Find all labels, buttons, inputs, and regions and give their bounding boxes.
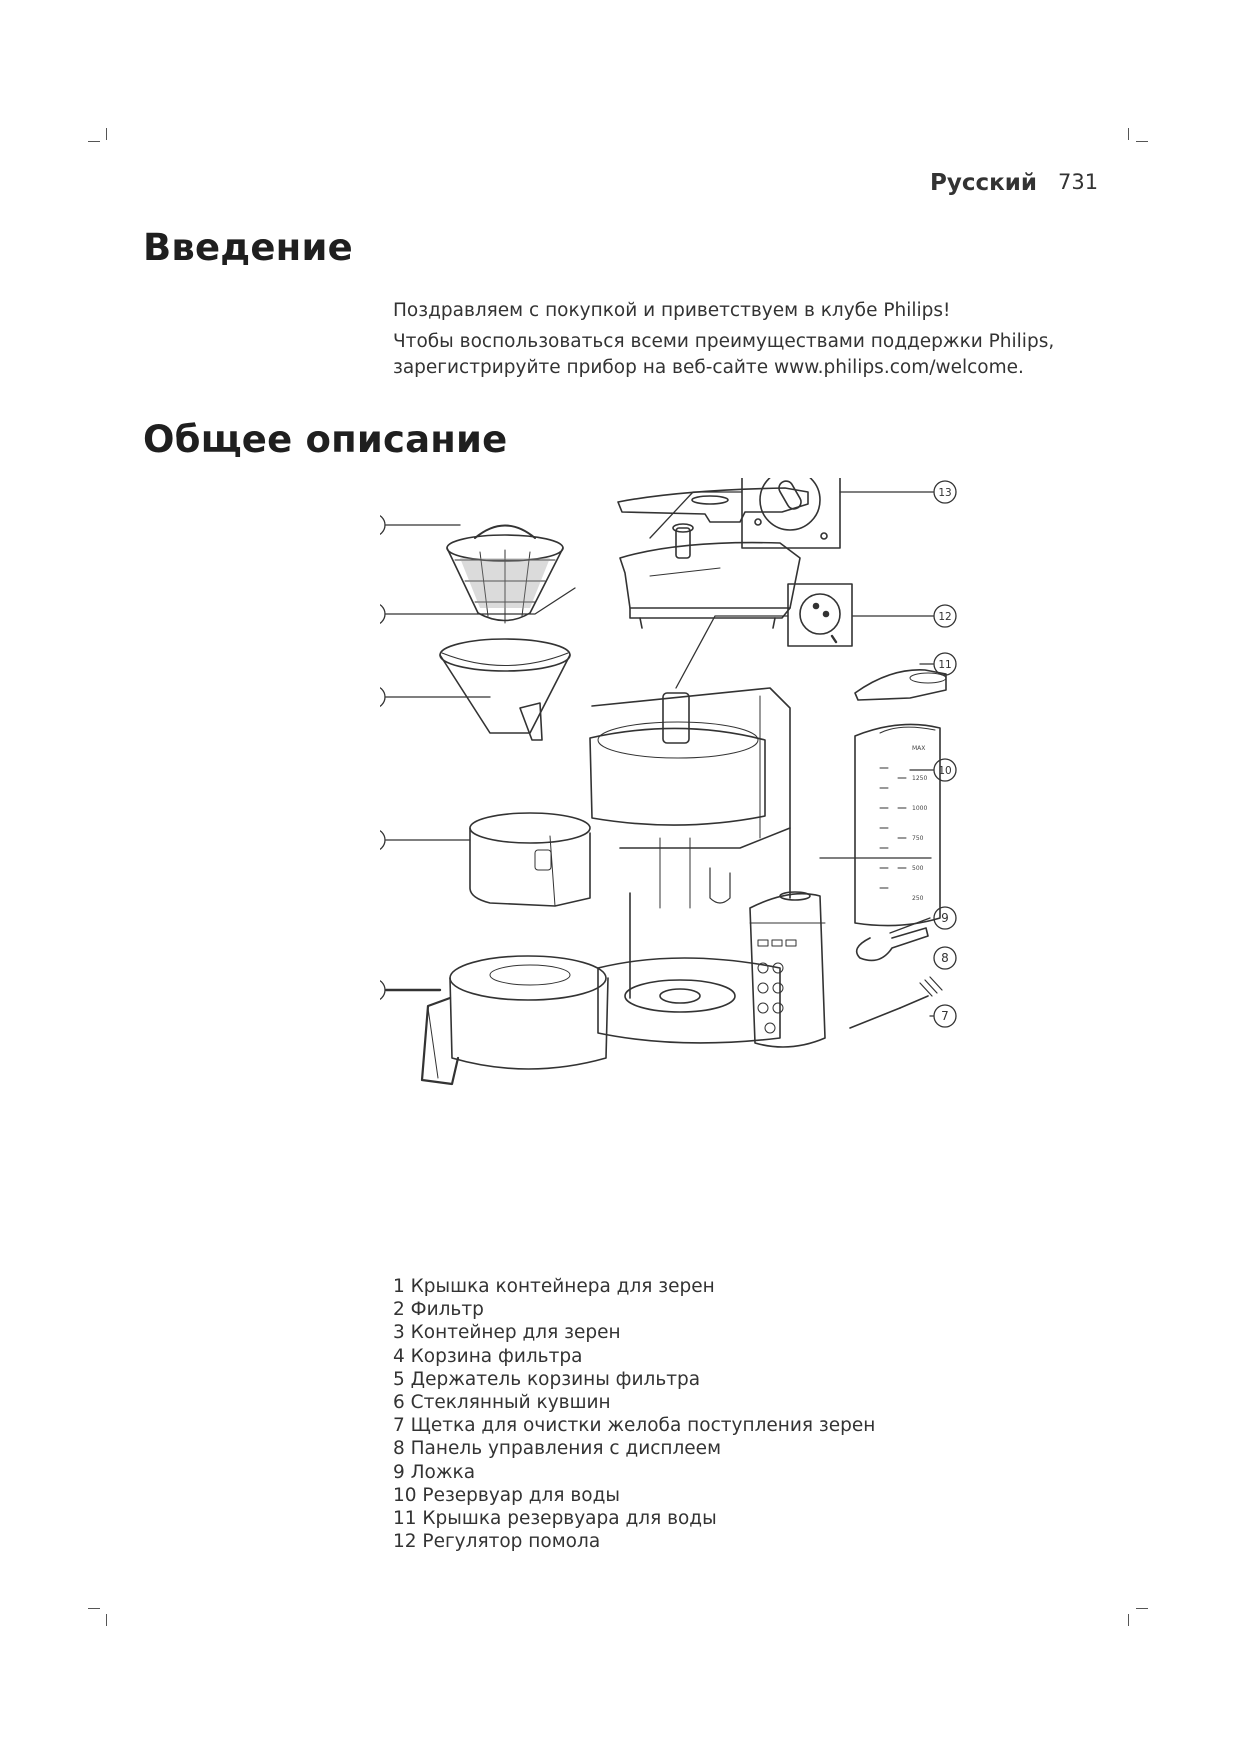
legend-item: 3 Контейнер для зерен [393,1322,621,1344]
legend-item: 5 Держатель корзины фильтра [393,1368,701,1390]
section-title-general-description: Общее описание [143,418,508,461]
brush-illustration [850,977,942,1028]
callout-2 [380,514,385,536]
svg-text:10: 10 [938,765,952,777]
svg-text:12: 12 [938,611,952,623]
svg-text:500: 500 [912,865,924,872]
legend-item: 11 Крышка резервуара для воды [393,1508,717,1530]
filter-basket-holder-illustration [470,813,590,906]
crop-mark-top-right [1128,128,1142,142]
svg-text:9: 9 [941,911,949,925]
page-number: 731 [1058,170,1099,194]
svg-text:MAX: MAX [912,745,926,752]
legend-item: 4 Корзина фильтра [393,1345,583,1367]
glass-jug-illustration [422,956,608,1084]
legend-item: 2 Фильтр [393,1299,484,1321]
water-tank-lid-illustration [855,670,946,700]
callout-6 [380,979,385,1001]
spoon-illustration [857,928,928,960]
legend-item: 1 Крышка контейнера для зерен [393,1276,715,1297]
svg-text:1000: 1000 [912,805,928,812]
bean-container-illustration [620,524,800,628]
callout-3 [380,603,385,625]
svg-text:8: 8 [941,951,949,965]
callout-4 [380,686,385,708]
bean-container-lid-illustration [618,488,808,522]
section-title-introduction: Введение [143,226,353,269]
intro-text [393,298,1153,381]
svg-text:750: 750 [912,835,924,842]
product-exploded-diagram [380,478,1110,1238]
water-tank-illustration [855,724,940,925]
tank-scale-labels [912,745,927,902]
intro-line: Чтобы воспользоваться всеми преимуществами поддержки Philips, [393,331,1055,352]
crop-mark-bottom-left [88,1608,102,1622]
legend-item: 9 Ложка [393,1461,476,1483]
crop-mark-top-left [88,128,102,142]
svg-text:1250: 1250 [912,775,928,782]
callout-12 [934,605,956,627]
callout-11 [934,653,956,675]
legend-item: 10 Резервуар для воды [393,1484,620,1506]
callout-10 [934,759,956,781]
filter-illustration [447,526,563,624]
svg-text:250: 250 [912,895,924,902]
legend-item: 12 Регулятор помола [393,1531,601,1553]
grind-selector-inset [788,584,852,646]
parts-legend [393,1275,875,1553]
intro-line: зарегистрируйте прибор на веб-сайте www.philips.com/welcome. [393,357,1024,378]
svg-text:11: 11 [938,659,952,671]
svg-text:7: 7 [941,1009,949,1023]
callout-8 [934,947,956,969]
filter-basket-illustration [440,639,570,740]
legend-item: 6 Стеклянный кувшин [393,1392,611,1414]
control-panel-illustration [750,892,825,1047]
callout-5 [380,829,385,851]
header-language: Русский [930,170,1037,196]
intro-line: Поздравляем с покупкой и приветствуем в клубе Philips! [393,300,951,321]
callout-7 [934,1005,956,1027]
svg-text:13: 13 [938,487,952,499]
legend-item: 8 Панель управления с дисплеем [393,1438,722,1460]
crop-mark-bottom-right [1128,1608,1142,1622]
coffee-maker-body-illustration [590,688,790,1043]
callout-13 [934,481,956,503]
legend-item: 7 Щетка для очистки желоба поступления зерен [393,1415,876,1437]
